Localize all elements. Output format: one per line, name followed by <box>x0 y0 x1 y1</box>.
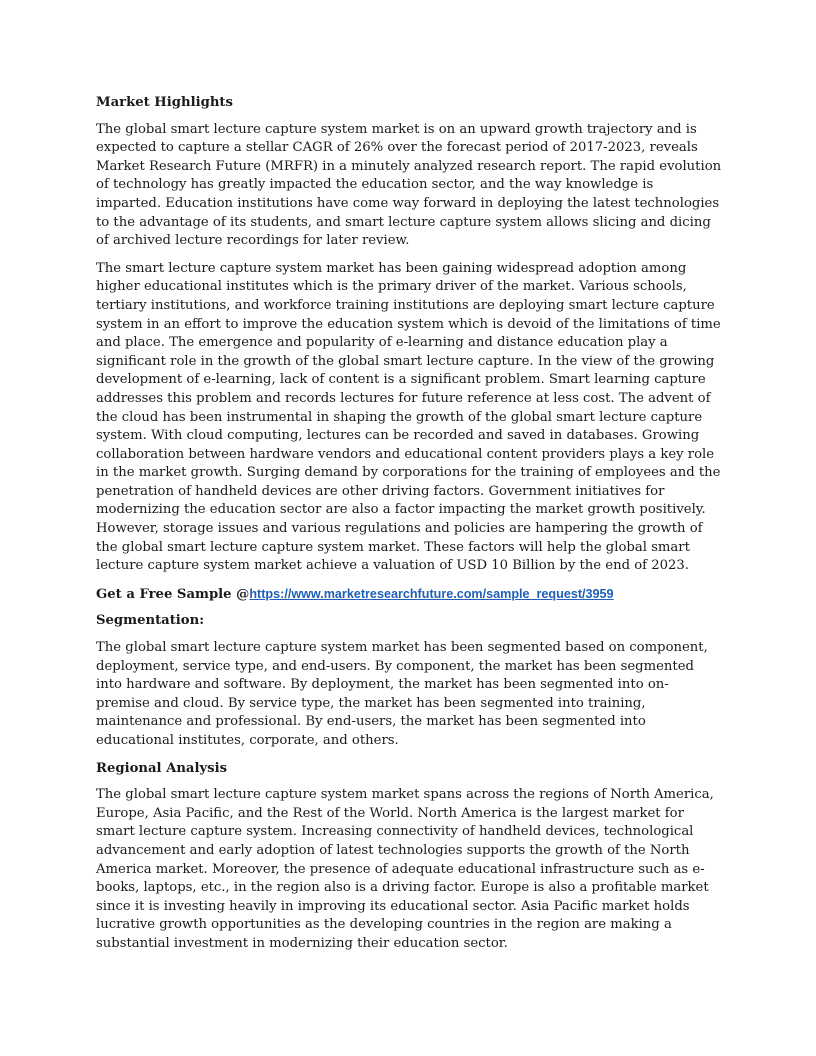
free-sample-line <box>96 585 722 605</box>
segmentation-paragraph: The global smart lecture capture system market has been segmented based on component, deployment, service type, and end-users. By component, the market has been segmented into hardware and software. By deployment, the market has been segmented into on-premise and cloud. By service type, the market has been segmented into training, maintenance and professional. By end-users, the market has been segmented into educational institutes, corporate, and others. <box>96 640 708 748</box>
document-page <box>96 94 722 963</box>
market-highlights-paragraph-1: The global smart lecture capture system market is on an upward growth trajectory and is expected to capture a stellar CAGR of 26% over the forecast period of 2017-2023, reveals Market Research Future (MRFR) in a minutely analyzed research report. The rapid evolution of technology has greatly impacted the education sector, and the way knowledge is imparted. Education institutions have come way forward in deploying the latest technologies to the advantage of its students, and smart lecture capture system allows slicing and dicing of archived lecture recordings for later review. <box>96 121 722 249</box>
market-highlights-heading: Market Highlights <box>96 95 233 110</box>
regional-analysis-heading: Regional Analysis <box>96 760 228 776</box>
segmentation-heading: Segmentation: <box>96 613 205 629</box>
market-highlights-paragraph-2: The smart lecture capture system market has been gaining widespread adoption among higher educational institutes which is the primary driver of the market. Various schools, tertiary institutions, and workforce training institutions are deploying smart lecture capture system in an effort to improve the education system which is devoid of the limitations of time and place. The emergence and popularity of e-learning and distance education play a significant role in the growth of the global smart lecture capture. In the view of the growing development of e-learning, lack of content is a significant problem. Smart learning capture addresses this problem and records lectures for future reference at less cost. The advent of the cloud has been instrumental in shaping the growth of the global smart lecture capture system. With cloud computing, lectures can be recorded and saved in databases. Growing collaboration between hardware vendors and educational content providers plays a key role in the market growth. Surging demand by corporations for the training of employees and the penetration of handheld devices are other driving factors. Government initiatives for modernizing the education sector are also a factor impacting the market growth positively. However, storage issues and various regulations and policies are hampering the growth of the global smart lecture capture system market. These factors will help the global smart lecture capture system market achieve a valuation of USD 10 Billion by the end of 2023. <box>96 260 721 574</box>
free-sample-prefix: Get a Free Sample @ <box>96 586 250 602</box>
sample-request-link[interactable]: https://www.marketresearchfuture.com/sample_request/3959 <box>249 586 614 601</box>
regional-analysis-paragraph: The global smart lecture capture system market spans across the regions of North America, Europe, Asia Pacific, and the Rest of the World. North America is the largest market for smart lecture capture system. Increasing connectivity of handheld devices, technological advancement and early adoption of latest technologies supports the growth of the North America market. Moreover, the presence of adequate educational infrastructure such as e-books, laptops, etc., in the region also is a driving factor. Europe is also a profitable market since it is investing heavily in improving its educational sector. Asia Pacific market holds lucrative growth opportunities as the developing countries in the region are making a substantial investment in modernizing their education sector. <box>96 787 714 951</box>
